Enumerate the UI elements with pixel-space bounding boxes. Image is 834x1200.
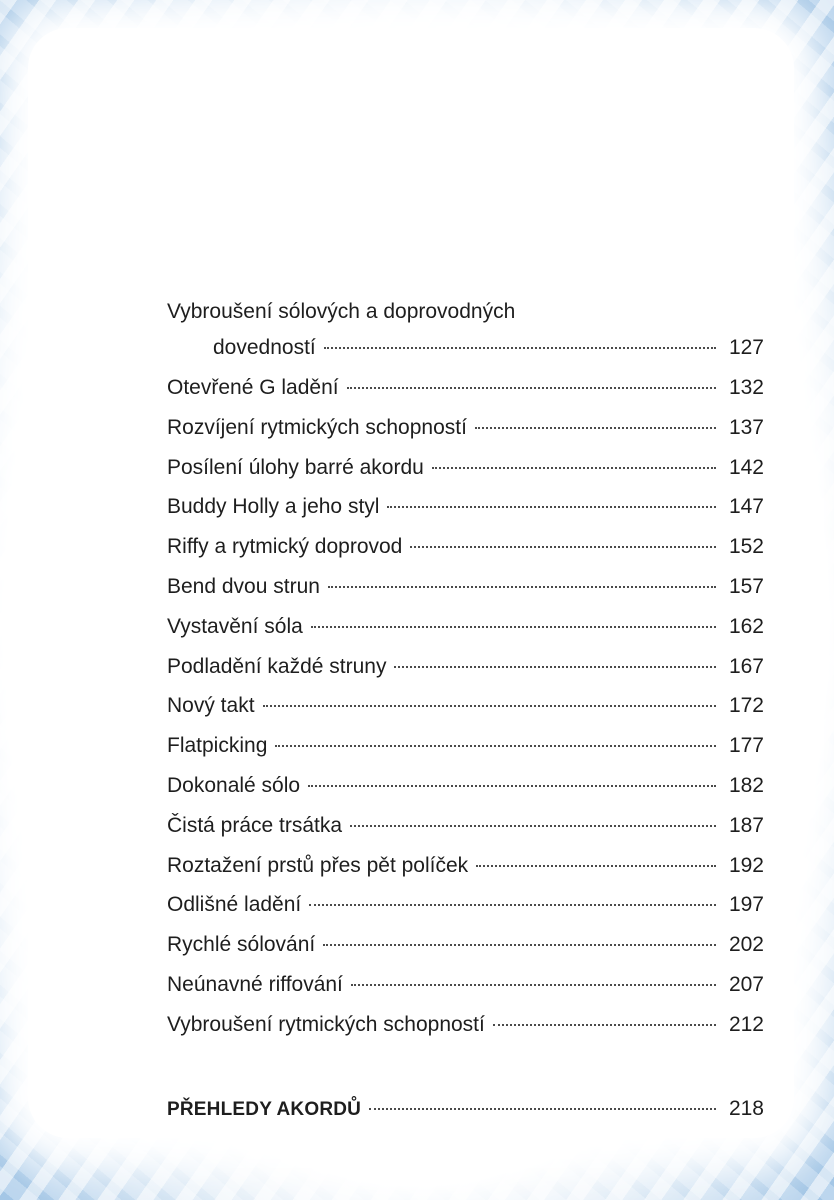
dot-leader: [387, 506, 716, 508]
toc-entry-title: Nový takt: [167, 694, 255, 718]
dot-leader: [323, 944, 716, 946]
toc-entry-page: 202: [728, 933, 764, 957]
toc-entry: [167, 448, 764, 488]
toc-entry: [167, 567, 764, 607]
dot-leader: [324, 347, 716, 349]
toc-entry-page: 207: [728, 972, 764, 996]
toc-entry-page: 187: [728, 813, 764, 837]
toc-entry-title: Dokonalé sólo: [167, 773, 301, 797]
toc-entry-title: Podladění každé struny: [167, 654, 387, 678]
toc-entry-page: 212: [728, 1012, 764, 1036]
toc-entry: [167, 846, 764, 886]
toc-entry: [167, 686, 764, 726]
toc-entry-title: Odlišné ladění: [167, 893, 302, 917]
toc-entry-page: 192: [728, 853, 764, 877]
toc-entry: [167, 726, 764, 766]
toc-entry-title: Buddy Holly a jeho styl: [167, 495, 380, 519]
toc-entry: [167, 487, 764, 527]
dot-leader: [493, 1024, 716, 1026]
toc-entry-page: 152: [728, 535, 764, 559]
toc-section-page: 218: [728, 1096, 764, 1120]
toc-entry: [167, 408, 764, 448]
toc-entry-title: Vystavění sóla: [167, 614, 303, 638]
dot-leader: [394, 666, 716, 668]
table-of-contents: [167, 296, 764, 1128]
toc-entry-title: Posílení úlohy barré akordu: [167, 455, 424, 479]
toc-entry-page: 197: [728, 893, 764, 917]
toc-entry: [167, 925, 764, 965]
toc-entry-page: 162: [728, 614, 764, 638]
toc-section-entry: [167, 1089, 764, 1129]
dot-leader: [350, 825, 716, 827]
toc-entry-title: Rozvíjení rytmických schopností: [167, 415, 467, 439]
toc-entry-title: Otevřené G ladění: [167, 376, 339, 399]
dot-leader: [347, 387, 716, 389]
toc-entry-title-line2: dovedností: [213, 336, 316, 359]
dot-leader: [311, 626, 716, 628]
toc-entry-page: 137: [728, 415, 764, 439]
toc-entry-title: Riffy a rytmický doprovod: [167, 535, 403, 559]
toc-entry: [167, 368, 764, 408]
dot-leader: [410, 546, 716, 548]
dot-leader: [476, 865, 716, 867]
toc-entry-title: Neúnavné riffování: [167, 972, 343, 996]
dot-leader: [263, 705, 716, 707]
toc-entry: [167, 766, 764, 806]
toc-entry: [167, 527, 764, 567]
dot-leader: [351, 984, 716, 986]
dot-leader: [308, 785, 716, 787]
toc-entry-title: Bend dvou strun: [167, 574, 320, 598]
toc-entry: [167, 885, 764, 925]
toc-entry-page: 167: [728, 654, 764, 678]
dot-leader: [275, 745, 716, 747]
dot-leader: [309, 904, 716, 906]
toc-entry: [167, 1005, 764, 1045]
toc-entry-page: 182: [728, 773, 764, 797]
toc-entry-page: 157: [728, 574, 764, 598]
toc-entry-title: Roztažení prstů přes pět políček: [167, 853, 469, 877]
toc-entry: [167, 607, 764, 647]
toc-entry-page: 147: [728, 495, 764, 519]
toc-entry-page: 177: [728, 734, 764, 758]
toc-entry: [167, 296, 764, 368]
dot-leader: [369, 1108, 716, 1110]
dot-leader: [328, 586, 716, 588]
toc-entry: [167, 965, 764, 1005]
toc-entry-title: Vybroušení rytmických schopností: [167, 1012, 485, 1036]
toc-entry-title: Flatpicking: [167, 734, 268, 758]
toc-entry-page: 127: [728, 336, 764, 359]
toc-entry: [167, 806, 764, 846]
toc-entry: [167, 647, 764, 687]
toc-entry-title-line1: Vybroušení sólových a doprovodných: [167, 300, 516, 323]
dot-leader: [432, 467, 716, 469]
toc-entry-page: 132: [728, 376, 764, 399]
toc-section-title: PŘEHLEDY AKORDŮ: [167, 1098, 362, 1120]
toc-entry-title: Čistá práce trsátka: [167, 813, 343, 837]
toc-entry-page: 142: [728, 455, 764, 479]
dot-leader: [475, 427, 716, 429]
toc-entry-page: 172: [728, 694, 764, 718]
toc-entry-title: Rychlé sólování: [167, 933, 316, 957]
